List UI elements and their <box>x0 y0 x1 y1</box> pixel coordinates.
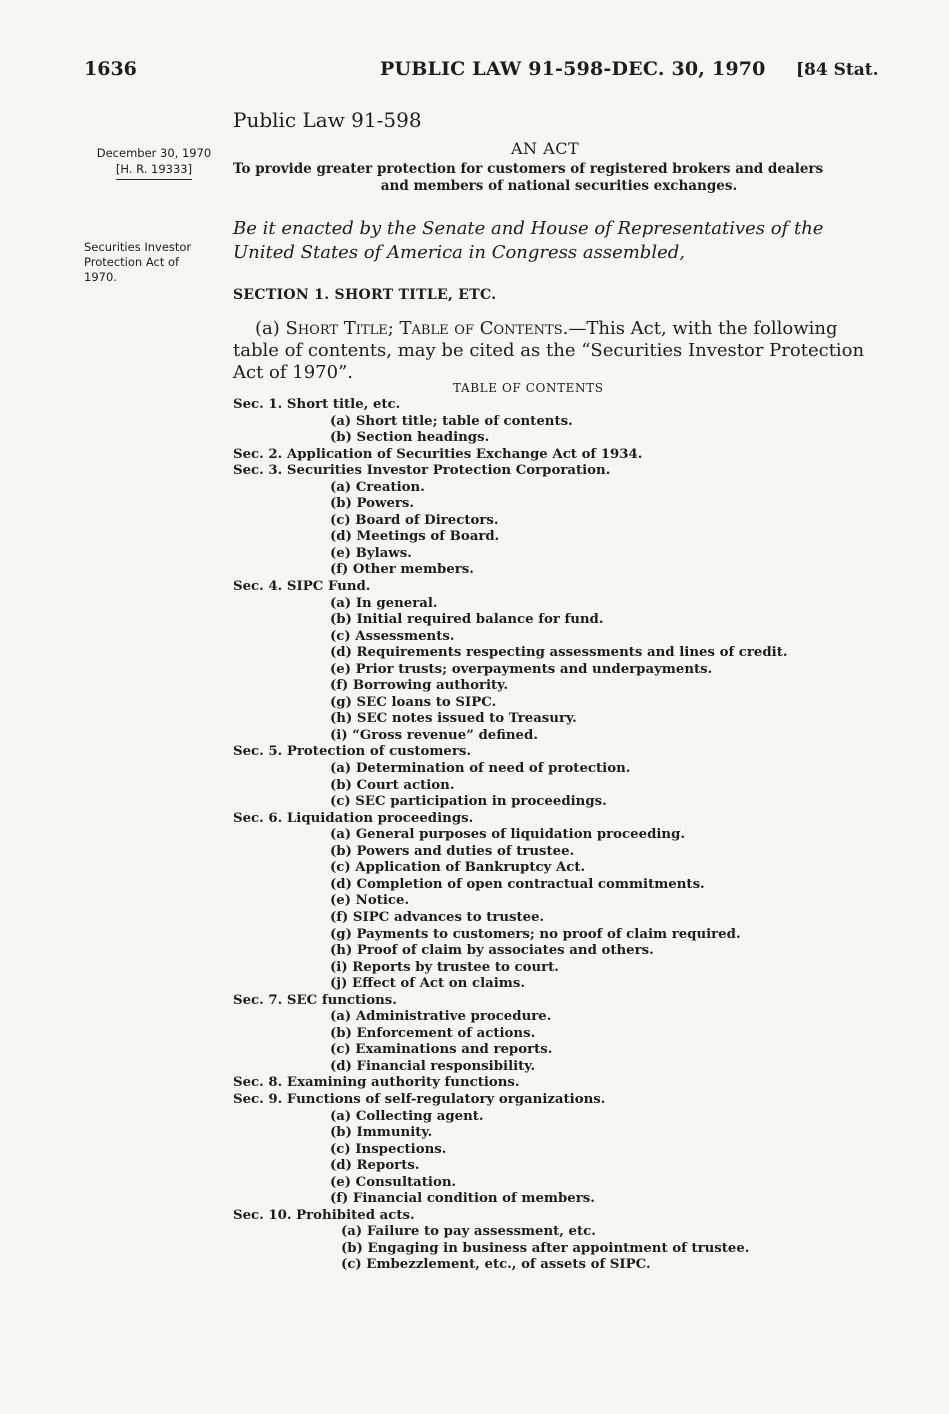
toc-subsection: (b) Section headings. <box>330 430 490 446</box>
toc-subsection: (i) Reports by trustee to court. <box>330 959 559 975</box>
page-number: 1636 <box>84 58 137 80</box>
toc-subsection: (d) Reports. <box>330 1158 420 1174</box>
toc-subsection: (b) Court action. <box>330 777 455 793</box>
margin-short-title: Securities Investor Protection Act of 1970. <box>84 240 192 284</box>
toc-section: Sec. 8. Examining authority functions. <box>233 1075 520 1091</box>
toc-subsection: (c) Examinations and reports. <box>330 1042 553 1058</box>
toc-subsection: (a) Administrative procedure. <box>330 1009 552 1025</box>
table-of-contents <box>233 397 853 1274</box>
toc-subsection: (h) SEC notes issued to Treasury. <box>330 711 577 727</box>
running-title: PUBLIC LAW 91-598-DEC. 30, 1970 <box>380 58 766 80</box>
toc-subsection: (b) Immunity. <box>330 1125 433 1141</box>
toc-subsection: (c) Application of Bankruptcy Act. <box>330 860 586 876</box>
toc-subsection: (c) Inspections. <box>330 1141 447 1157</box>
toc-subsection: (g) SEC loans to SIPC. <box>330 694 497 710</box>
paragraph-a <box>233 318 887 384</box>
toc-subsection: (a) Short title; table of contents. <box>330 413 573 429</box>
toc-subsection: (c) Assessments. <box>330 628 455 644</box>
toc-subsection: (d) Requirements respecting assessments and lines of credit. <box>330 645 788 661</box>
toc-subsection: (a) Determination of need of protection. <box>330 761 631 777</box>
toc-section: Sec. 9. Functions of self-regulatory organizations. <box>233 1091 606 1107</box>
toc-subsection: (c) SEC participation in proceedings. <box>330 794 607 810</box>
toc-subsection: (c) Board of Directors. <box>330 512 499 528</box>
toc-heading: TABLE OF CONTENTS <box>453 381 604 395</box>
purpose-clause <box>233 161 885 195</box>
toc-section: Sec. 10. Prohibited acts. <box>233 1207 415 1223</box>
statute-volume-text: [84 Stat. <box>796 60 879 80</box>
toc-subsection: (b) Engaging in business after appointment of trustee. <box>341 1240 750 1256</box>
toc-section: Sec. 1. Short title, etc. <box>233 397 401 412</box>
toc-subsection: (e) Consultation. <box>330 1174 457 1190</box>
toc-subsection: (a) In general. <box>330 595 438 611</box>
toc-section: Sec. 4. SIPC Fund. <box>233 579 371 595</box>
toc-subsection: (f) Borrowing authority. <box>330 678 509 694</box>
toc-subsection: (d) Meetings of Board. <box>330 529 500 545</box>
law-heading: Public Law 91-598 <box>233 108 422 132</box>
para-a-heading: Short Title; Table of Contents. <box>285 318 569 339</box>
an-act-label: AN ACT <box>511 139 580 158</box>
toc-subsection: (b) Powers and duties of trustee. <box>330 843 575 859</box>
toc-subsection: (f) SIPC advances to trustee. <box>330 909 545 925</box>
toc-subsection: (d) Completion of open contractual commitments. <box>330 876 705 892</box>
toc-section: Sec. 2. Application of Securities Exchange Act of 1934. <box>233 446 643 462</box>
purpose-line-2: and members of national securities exchanges. <box>380 178 738 194</box>
para-a-text: —This Act, with the following table of contents, may be cited as the “Securities Investor Protection Act of 1970”. <box>233 318 865 383</box>
statute-volume <box>796 60 879 80</box>
toc-subsection: (c) Embezzlement, etc., of assets of SIPC. <box>341 1257 651 1273</box>
toc-subsection: (h) Proof of claim by associates and others. <box>330 943 654 959</box>
toc-subsection: (b) Enforcement of actions. <box>330 1025 536 1041</box>
toc-subsection: (b) Initial required balance for fund. <box>330 612 604 628</box>
toc-subsection: (g) Payments to customers; no proof of claim required. <box>330 926 741 942</box>
toc-subsection: (b) Powers. <box>330 496 415 512</box>
toc-section: Sec. 5. Protection of customers. <box>233 744 471 760</box>
toc-subsection: (e) Bylaws. <box>330 545 412 561</box>
toc-subsection: (j) Effect of Act on claims. <box>330 976 525 992</box>
toc-subsection: (a) Collecting agent. <box>330 1108 484 1124</box>
enacting-clause: Be it enacted by the Senate and House of Representatives of the United States of America in Congress assembled, <box>233 218 824 263</box>
toc-subsection: (a) General purposes of liquidation proceeding. <box>330 827 686 843</box>
enactment-date: December 30, 1970 <box>96 146 212 160</box>
toc-section: Sec. 7. SEC functions. <box>233 992 397 1008</box>
toc-subsection: (f) Other members. <box>330 562 474 578</box>
bill-number: [H. R. 19333] <box>116 161 192 180</box>
purpose-line-1: To provide greater protection for customers of registered brokers and dealers <box>233 161 824 177</box>
toc-section: Sec. 6. Liquidation proceedings. <box>233 810 474 826</box>
toc-subsection: (a) Failure to pay assessment, etc. <box>341 1224 596 1240</box>
margin-date-note <box>84 145 224 180</box>
toc-subsection: (f) Financial condition of members. <box>330 1191 595 1207</box>
toc-section: Sec. 3. Securities Investor Protection Corporation. <box>233 463 611 479</box>
toc-subsection: (d) Financial responsibility. <box>330 1058 536 1074</box>
toc-subsection: (a) Creation. <box>330 479 425 495</box>
toc-subsection: (e) Prior trusts; overpayments and underpayments. <box>330 661 713 677</box>
toc-subsection: (i) “Gross revenue” defined. <box>330 727 538 743</box>
para-a-label: (a) <box>255 318 280 339</box>
section-1-heading: SECTION 1. SHORT TITLE, ETC. <box>233 287 497 303</box>
toc-subsection: (e) Notice. <box>330 893 410 909</box>
